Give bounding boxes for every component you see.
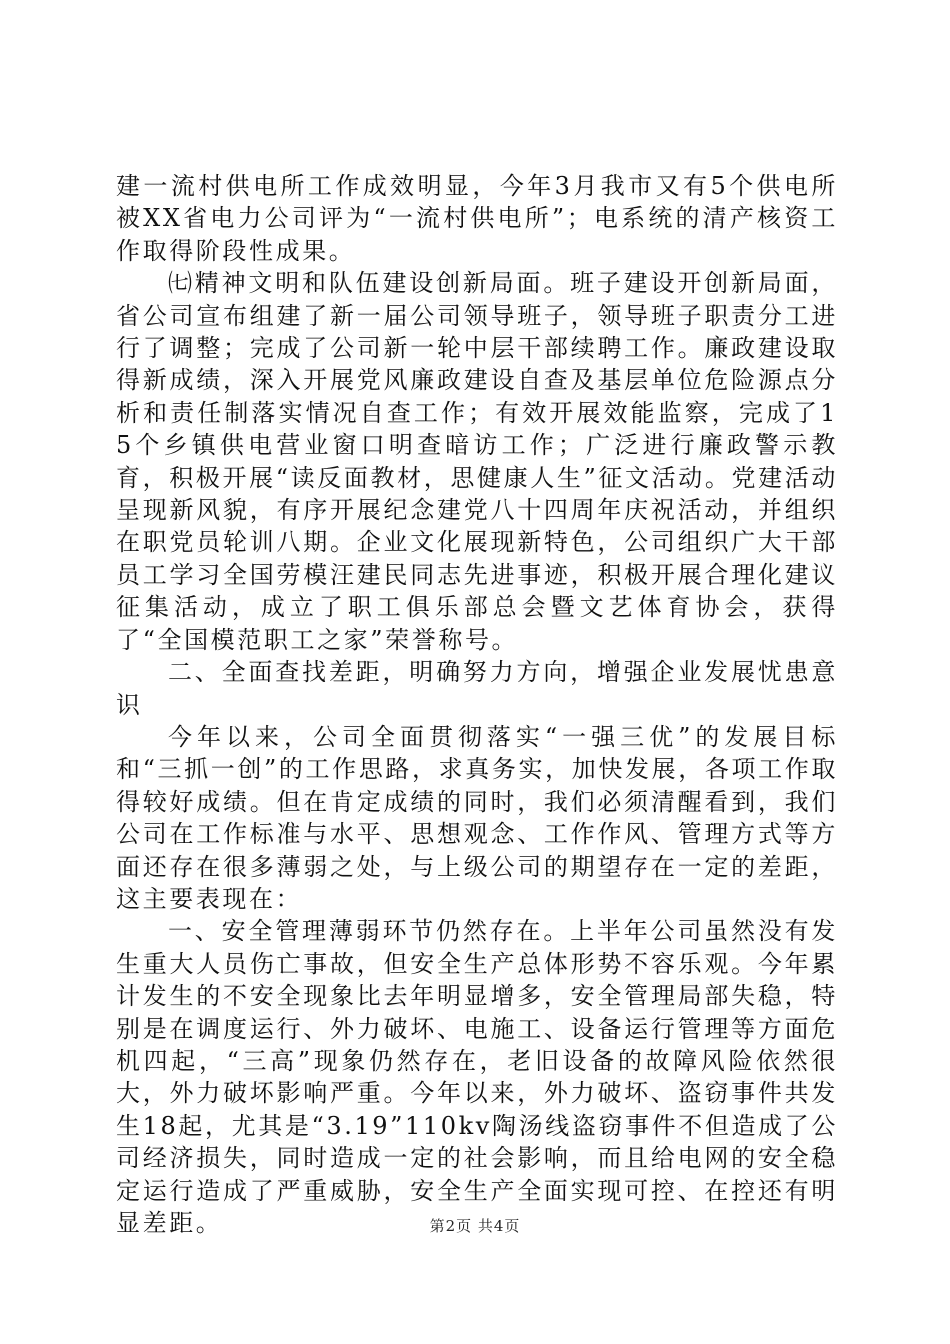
paragraph-spiritual-civilization: ㈦精神文明和队伍建设创新局面。班子建设开创新局面，省公司宣布组建了新一届公司领导班子，领导班子职责分工进行了调整；完成了公司新一轮中层干部续聘工作。廉政建设取得新成绩，深入开展党风廉政建设自查及基层单位危险源点分析和责任制落实情况自查工作；有效开展效能监察，完成了15个乡镇供电营业窗口明查暗访工作；广泛进行廉政警示教育，积极开展“读反面教材，思健康人生”征文活动。党建活动呈现新风貌，有序开展纪念建党八十四周年庆祝活动，并组织在职党员轮训八期。企业文化展现新特色，公司组织广大干部员工学习全国劳模汪建民同志先进事迹，积极开展合理化建议征集活动，成立了职工俱乐部总会暨文艺体育协会，获得了“全国模范职工之家”荣誉称号。	[116, 269, 838, 654]
document-body	[116, 170, 838, 1239]
paragraph-overview: 今年以来，公司全面贯彻落实“一强三优”的发展目标和“三抓一创”的工作思路，求真务实，加快发展，各项工作取得较好成绩。但在肯定成绩的同时，我们必须清醒看到，我们公司在工作标准与水平、思想观念、工作作风、管理方式等方面还存在很多薄弱之处，与上级公司的期望存在一定的差距，这主要表现在：	[116, 722, 838, 913]
page-footer: 第2页 共4页	[429, 1217, 521, 1235]
paragraph-safety-management: 一、安全管理薄弱环节仍然存在。上半年公司虽然没有发生重大人员伤亡事故，但安全生产总体形势不容乐观。今年累计发生的不安全现象比去年明显增多，安全管理局部失稳，特别是在调度运行、外力破坏、电施工、设备运行管理等方面危机四起，“三高”现象仍然存在，老旧设备的故障风险依然很大，外力破坏影响严重。今年以来，外力破坏、盗窃事件共发生18起，尤其是“3.19”110kv陶汤线盗窃事件不但造成了公司经济损失，同时造成一定的社会影响，而且给电网的安全稳定运行造成了严重威胁，安全生产全面实现可控、在控还有明显差距。	[116, 917, 838, 1237]
paragraph-continuation: 建一流村供电所工作成效明显，今年3月我市又有5个供电所被XX省电力公司评为“一流村供电所”；电系统的清产核资工作取得阶段性成果。	[116, 172, 838, 265]
section-heading-2: 二、全面查找差距，明确努力方向，增强企业发展忧患意识	[116, 658, 838, 719]
